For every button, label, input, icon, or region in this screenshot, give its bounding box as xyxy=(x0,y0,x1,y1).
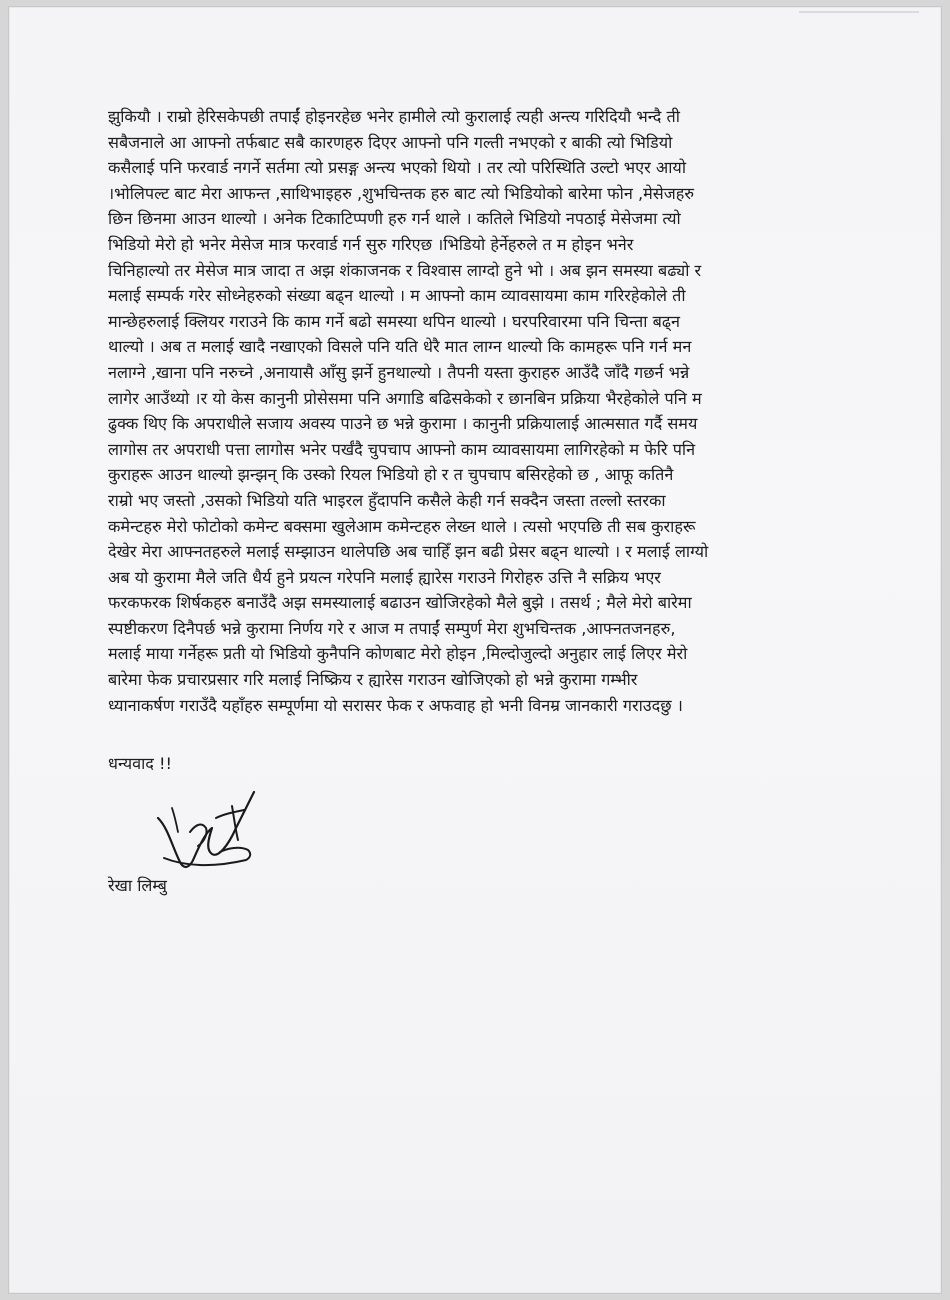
handwritten-signature xyxy=(150,788,260,874)
paper-edge-mark xyxy=(799,11,919,27)
signer-name: रेखा लिम्बु xyxy=(108,876,167,895)
letter-body: झुकियौ । राम्रो हेरिसकेपछी तपाईं होइनरहेछ भनेर हामीले त्यो कुरालाई त्यही अन्त्य गरिदियौ भन्दै ती सबैजनाले आ आफ्नो तर्फबाट सबै कारणहरु दिएर आफ्नो पनि गल्ती नभएको र बाकी त्यो भिडियो कसैलाई पनि फरवार्ड नगर्ने सर्तमा त्यो प्रसङ्ग अन्त्य भएको थियो । तर त्यो परिस्थिति उल्टो भएर आयो ।भोलिपल्ट बाट मेरा आफन्त ,साथिभाइहरु ,शुभचिन्तक हरु बाट त्यो भिडियोको बारेमा फोन ,मेसेजहरु छिन छिनमा आउन थाल्यो । अनेक टिकाटिप्पणी हरु गर्न थाले । कतिले भिडियो नपठाई मेसेजमा त्यो भिडियो मेरो हो भनेर मेसेज मात्र फरवार्ड गर्न सुरु गरिएछ ।भिडियो हेर्नेहरुले त म होइन भनेर चिनिहाल्यो तर मेसेज मात्र जादा त अझ शंकाजनक र विश्वास लाग्दो हुने भो । अब झन समस्या बढ्यो र मलाई सम्पर्क गरेर सोध्नेहरुको संख्या बढ्न थाल्यो । म आफ्नो काम व्यावसायमा काम गरिरहेकोले ती मान्छेहरुलाई क्लियर गराउने कि काम गर्ने बढो समस्या थपिन थाल्यो । घरपरिवारमा पनि चिन्ता बढ्न थाल्यो । अब त मलाई खादै नखाएको विसले पनि यति धेरै मात लाग्न थाल्यो कि कामहरू पनि गर्न मन नलाग्ने ,खाना पनि नरुच्ने ,अनायासै आँसु झर्ने हुनथाल्यो । तैपनी यस्ता कुराहरु आउँदै जाँदै गछर्न भन्ने लागेर आउँथ्यो ।र यो केस कानुनी प्रोसेसमा पनि अगाडि बढिसकेको र छानबिन प्रक्रिया भैरहेकोले पनि म ढुक्क थिए कि अपराधीले सजाय अवस्य पाउने छ भन्ने कुरामा । कानुनी प्रक्रियालाई आत्मसात गर्दै समय लागोस तर अपराधी पत्ता लागोस भनेर पर्खंदै चुपचाप आफ्नो काम व्यावसायमा लागिरहेको म फेरि पनि कुराहरू आउन थाल्यो झन्झन् कि उस्को रियल भिडियो हो र त चुपचाप बसिरहेको छ , आफू कतिनै राम्रो भए जस्तो ,उसको भिडियो यति भाइरल हुँदापनि कसैले केही गर्न सक्दैन जस्ता तल्लो स्तरका कमेन्टहरु मेरो फोटोको कमेन्ट बक्समा खुलेआम कमेन्टहरु लेख्न थाले । त्यसो भएपछि ती सब कुराहरू देखेर मेरा आफ्नतहरुले मलाई सम्झाउन थालेपछि अब चाहिँ झन बढी प्रेसर बढ्न थाल्यो । र मलाई लाग्यो अब यो कुरामा मैले जति धैर्य हुने प्रयत्न गरेपनि मलाई ह्यारेस गराउने गिरोहरु उत्ति नै सक्रिय भएर फरकफरक शिर्षकहरु बनाउँदै अझ समस्यालाई बढाउन खोजिरहेको मैले बुझे । तसर्थ ; मैले मेरो बारेमा स्पष्टीकरण दिनैपर्छ भन्ने कुरामा निर्णय गरे र आज म तपाईं सम्पुर्ण मेरा शुभचिन्तक ,आफ्नतजनहरु, मलाई माया गर्नेहरू प्रती यो भिडियो कुनैपनि कोणबाट मेरो होइन ,मिल्दोजुल्दो अनुहार लाई लिएर मेरो बारेमा फेक प्रचारप्रसार गरि मलाई निष्क्रिय र ह्यारेस गराउन खोजिएको हो भन्ने कुरामा गम्भीर ध्यानाकर्षण गराउँदै यहाँहरु सम्पूर्णमा यो सरासर फेक र अफवाह हो भनी विनम्र जानकारी गराउदछु । xyxy=(108,107,709,715)
letter-closing: धन्यवाद !! xyxy=(108,754,173,773)
